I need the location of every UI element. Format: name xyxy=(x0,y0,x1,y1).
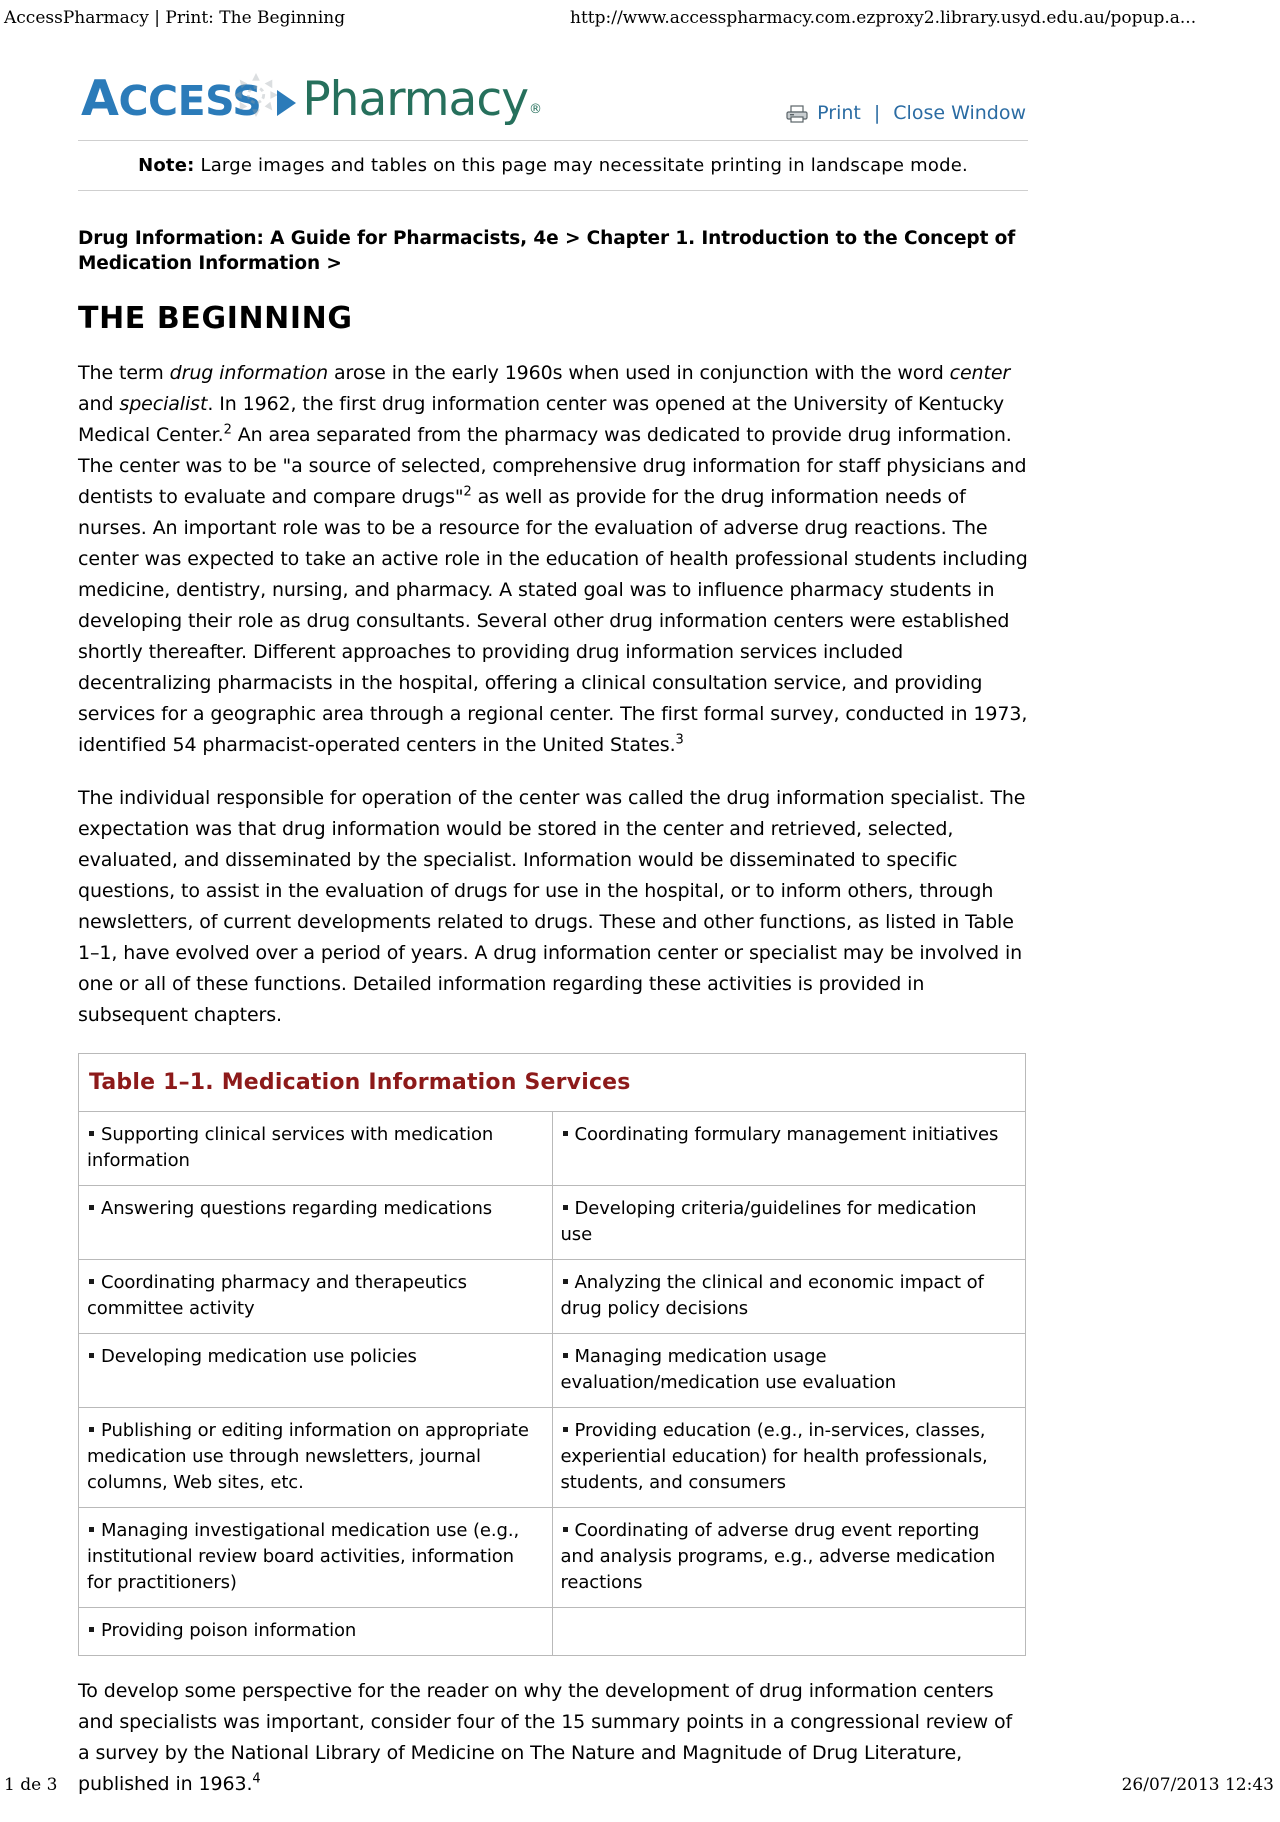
landscape-note xyxy=(78,140,1028,191)
bullet-icon xyxy=(563,1205,568,1210)
accesspharmacy-logo xyxy=(81,70,541,128)
medication-information-services-table xyxy=(78,1053,1026,1656)
reference-marker-3[interactable]: 3 xyxy=(675,732,684,748)
bullet-icon xyxy=(89,1353,94,1358)
play-arrow-icon xyxy=(277,90,296,116)
logo-pharmacy-text: Pharmacy xyxy=(302,72,529,127)
document-page xyxy=(78,56,1028,1822)
cell-text: Analyzing the clinical and economic impact of drug policy decisions xyxy=(560,1271,984,1319)
reference-marker-2b[interactable]: 2 xyxy=(463,484,472,500)
bullet-icon xyxy=(563,1353,568,1358)
table-cell-left xyxy=(79,1111,553,1185)
cell-text: Managing investigational medication use (e.g., institutional review board activities, information for practitioners) xyxy=(87,1519,520,1593)
browser-print-footer xyxy=(0,1775,1280,1799)
table-cell-left xyxy=(79,1407,553,1507)
cell-text: Coordinating formulary management initiatives xyxy=(574,1123,999,1145)
print-tools xyxy=(786,102,1026,124)
paragraph-2: The individual responsible for operation of the center was called the drug information specialist. The expectation was that drug information would be stored in the center and retrieved, selected, evaluated, and disseminated by the specialist. Information would be disseminated to specific questions, to assist in the evaluation of drugs for use in the hospital, or to inform others, through newsletters, of current developments related to drugs. These and other functions, as listed in Table 1–1, have evolved over a period of years. A drug information center or specialist may be involved in one or all of these functions. Detailed information regarding these activities is provided in subsequent chapters. xyxy=(78,786,1026,1026)
close-window-link[interactable]: Close Window xyxy=(893,102,1026,124)
table-cell-left xyxy=(79,1507,553,1607)
reference-marker-4[interactable]: 4 xyxy=(252,1771,261,1787)
cell-text: Developing criteria/guidelines for medication use xyxy=(560,1197,977,1245)
table-row xyxy=(79,1607,1026,1655)
printer-icon[interactable] xyxy=(786,105,808,123)
table-cell-left xyxy=(79,1333,553,1407)
table-cell-right xyxy=(552,1507,1026,1607)
print-link[interactable]: Print xyxy=(817,102,861,124)
cell-text: Providing education (e.g., in-services, classes, experiential education) for health professionals, students, and consumers xyxy=(560,1419,988,1493)
table-cell-right-empty xyxy=(552,1607,1026,1655)
p1-seg6: as well as provide for the drug information needs of nurses. An important role was to be a resource for the evaluation of adverse drug reactions. The center was expected to take an active role in the education of health professional students including medicine, dentistry, nursing, and pharmacy. A stated goal was to influence pharmacy students in developing their role as drug consultants. Several other drug information centers were established shortly thereafter. Different approaches to providing drug information services included decentralizing pharmacists in the hospital, offering a clinical consultation service, and providing services for a geographic area through a regional center. The first formal survey, conducted in 1973, identified 54 pharmacist-operated centers in the United States. xyxy=(78,485,1028,756)
print-footer-timestamp: 26/07/2013 12:43 xyxy=(1121,1775,1274,1795)
print-footer-page: 1 de 3 xyxy=(4,1775,58,1795)
cell-text: Coordinating pharmacy and therapeutics committee activity xyxy=(87,1271,467,1319)
paragraph-1 xyxy=(78,358,1028,761)
p3-seg1: To develop some perspective for the reader on why the development of drug information centers and specialists was important, consider four of the 15 summary points in a congressional review of a survey by the National Library of Medicine on The Nature and Magnitude of Drug Literature, published in 1963. xyxy=(78,1679,1013,1795)
table-cell-right xyxy=(552,1259,1026,1333)
table-row xyxy=(79,1185,1026,1259)
cell-text: Developing medication use policies xyxy=(101,1345,417,1367)
bullet-icon xyxy=(89,1131,94,1136)
breadcrumb: Drug Information: A Guide for Pharmacists, 4e > Chapter 1. Introduction to the Concept of Medication Information > xyxy=(78,228,1016,274)
table-caption: Table 1–1. Medication Information Services xyxy=(78,1053,1026,1111)
cell-text: Managing medication usage evaluation/medication use evaluation xyxy=(560,1345,897,1393)
registered-trademark-icon: ® xyxy=(529,102,543,117)
note-label: Note: xyxy=(138,155,195,176)
tools-separator: | xyxy=(873,102,881,124)
table-cell-right xyxy=(552,1333,1026,1407)
bullet-icon xyxy=(89,1627,94,1632)
table-row xyxy=(79,1259,1026,1333)
p1-seg4: . In 1962, the first drug information center was opened at the University of Kentucky Medical Center. xyxy=(78,392,1004,446)
logo-access-text: ACCESS xyxy=(81,70,262,127)
print-header-url: http://www.accesspharmacy.com.ezproxy2.library.usyd.edu.au/popup.a... xyxy=(570,8,1197,28)
table-row xyxy=(79,1111,1026,1185)
p1-em-drug-information: drug information xyxy=(169,361,329,384)
table-cell-left xyxy=(79,1259,553,1333)
table-row xyxy=(79,1507,1026,1607)
cell-text: Answering questions regarding medications xyxy=(101,1197,493,1219)
bullet-icon xyxy=(563,1427,568,1432)
gear-icon xyxy=(233,72,279,118)
table-cell-left xyxy=(79,1185,553,1259)
bullet-icon xyxy=(89,1427,94,1432)
p1-em-center: center xyxy=(949,361,1011,384)
p1-seg2: arose in the early 1960s when used in conjunction with the word xyxy=(328,361,950,384)
p1-seg1: The term xyxy=(78,361,170,384)
cell-text: Providing poison information xyxy=(101,1619,357,1641)
p1-seg5: An area separated from the pharmacy was dedicated to provide drug information. The center was to be "a source of selected, comprehensive drug information for staff physicians and dentists to evaluate and compare drugs" xyxy=(78,423,1027,508)
p1-seg3: and xyxy=(78,392,120,415)
cell-text: Supporting clinical services with medication information xyxy=(87,1123,494,1171)
p1-em-specialist: specialist xyxy=(119,392,208,415)
note-text: Large images and tables on this page may necessitate printing in landscape mode. xyxy=(194,155,968,176)
cell-text: Coordinating of adverse drug event reporting and analysis programs, e.g., adverse medication reactions xyxy=(560,1519,996,1593)
bullet-icon xyxy=(89,1527,94,1532)
bullet-icon xyxy=(563,1279,568,1284)
bullet-icon xyxy=(563,1527,568,1532)
table-cell-right xyxy=(552,1111,1026,1185)
table-cell-left xyxy=(79,1607,553,1655)
print-header-title: AccessPharmacy | Print: The Beginning xyxy=(4,8,346,28)
table-cell-right xyxy=(552,1185,1026,1259)
bullet-icon xyxy=(563,1131,568,1136)
table-row xyxy=(79,1407,1026,1507)
page-title: THE BEGINNING xyxy=(78,300,353,336)
bullet-icon xyxy=(89,1279,94,1284)
brand-row xyxy=(78,56,1028,140)
cell-text: Publishing or editing information on appropriate medication use through newsletters, journal columns, Web sites, etc. xyxy=(87,1419,529,1493)
table-cell-right xyxy=(552,1407,1026,1507)
table-body xyxy=(79,1111,1026,1655)
bullet-icon xyxy=(89,1205,94,1210)
table-row xyxy=(79,1333,1026,1407)
reference-marker-2a[interactable]: 2 xyxy=(223,422,232,438)
browser-print-header xyxy=(0,8,1280,34)
